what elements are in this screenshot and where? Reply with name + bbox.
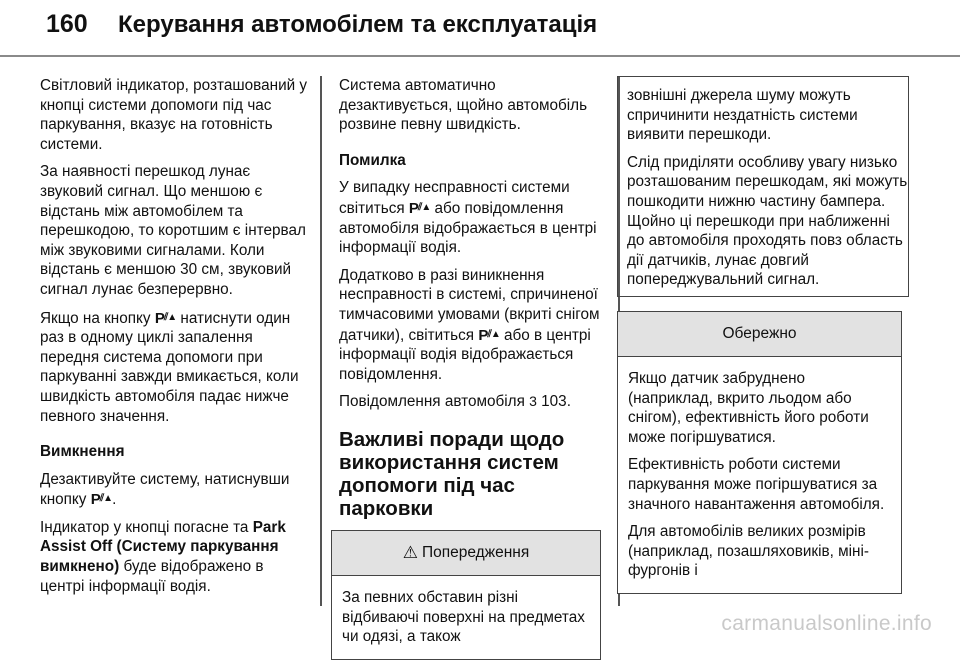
page-title: Керування автомобілем та експлуатація (118, 11, 598, 38)
header-rule (0, 55, 960, 57)
warning-title: Попередження (422, 544, 530, 562)
paragraph: У випадку несправності системи світиться P⫽▲ або повідомлення автомобіля відображається в центрі інформації водія. (339, 179, 597, 257)
caution-box-body (618, 357, 901, 593)
paragraph: Якщо датчик забруднено (наприклад, вкрито льодом або снігом), ефективність його роботи може погіршуватися. (628, 369, 869, 446)
column-2 (339, 76, 609, 660)
paragraph: Додатково в разі виникнення несправності в системі, спричиненої тимчасовими умовами (вкриті снігом датчики), світиться P⫽▲ або в центрі інформації водія відображається повідомлення. (339, 266, 600, 383)
paragraph: Для автомобілів великих розмірів (наприклад, позашляховиків, міні-фургонів і (628, 523, 869, 580)
paragraph: Індикатор у кнопці погасне та Park Assist Off (Систему паркування вимкнено) буде відображено в центрі інформації водія. (40, 518, 286, 595)
column-3 (621, 76, 908, 594)
paragraph: Якщо на кнопку P⫽▲ натиснути один раз в одному циклі запалення передня система допомоги при паркуванні завжди вмикається, коли швидкість автомобіля падає нижче певного значення. (40, 309, 299, 425)
page-number: 160 (46, 10, 88, 38)
paragraph: Повідомлення автомобіля 3 103. (339, 393, 571, 411)
display-message: Park Assist Off (Систему паркування вимкнено) (40, 518, 286, 576)
section-subheading: Вимкнення (40, 443, 125, 461)
paragraph: Система автоматично дезактивується, щойно автомобіль розвине певну швидкість. (339, 77, 588, 134)
paragraph: За певних обставин різні відбиваючі поверхні на предметах чи одязі, а також (342, 588, 585, 646)
column-divider-1 (320, 76, 322, 606)
parking-assist-icon: P⫽▲ (408, 199, 431, 217)
watermark: carmanualsonline.info (721, 612, 932, 635)
paragraph: За наявності перешкод лунає звуковий сигнал. Що меншою є відстань між автомобілем та перешкодою, то коротшим є інтервал між звуковими сигналами. Коли відстань є меншою 30 см, звуковий сигнал лунає безперервно. (40, 163, 306, 298)
page-reference-icon: 3 (529, 393, 537, 410)
parking-assist-icon: P⫽▲ (478, 326, 500, 344)
section-heading: Важливі поради щодо використання систем допомоги під час парковки (339, 427, 565, 520)
caution-box-header (618, 312, 901, 357)
paragraph: зовнішні джерела шуму можуть спричинити нездатність системи виявити перешкоди. (627, 87, 858, 144)
paragraph: Світловий індикатор, розташований у кнопці системи допомоги під час паркування, вказує на готовність системи. (40, 77, 308, 153)
caution-title: Обережно (722, 325, 797, 343)
caution-box (617, 311, 902, 594)
warning-box-header (332, 531, 600, 576)
parking-assist-icon: P⫽▲ (90, 491, 113, 509)
warning-triangle-icon: ⚠ (402, 543, 418, 563)
paragraph: Дезактивуйте систему, натиснувши кнопку P⫽▲. (40, 470, 290, 509)
column-1 (40, 76, 312, 604)
warning-box (331, 530, 601, 660)
paragraph: Ефективність роботи системи паркування може погіршуватися за значного навантаження автомобіля. (628, 456, 885, 513)
warning-box-body (332, 576, 600, 659)
section-subheading: Помилка (339, 151, 406, 169)
warning-box-continued (617, 76, 909, 297)
paragraph: Слід приділяти особливу увагу низько розташованим перешкодам, які можуть пошкодити нижню частину бампера. Щойно ці перешкоди при наближенні до автомобіля проходять повз область дії датчиків, лунає довгий попереджувальний сигнал. (618, 153, 908, 297)
page-header (0, 0, 960, 52)
parking-assist-icon: P⫽▲ (154, 309, 177, 327)
